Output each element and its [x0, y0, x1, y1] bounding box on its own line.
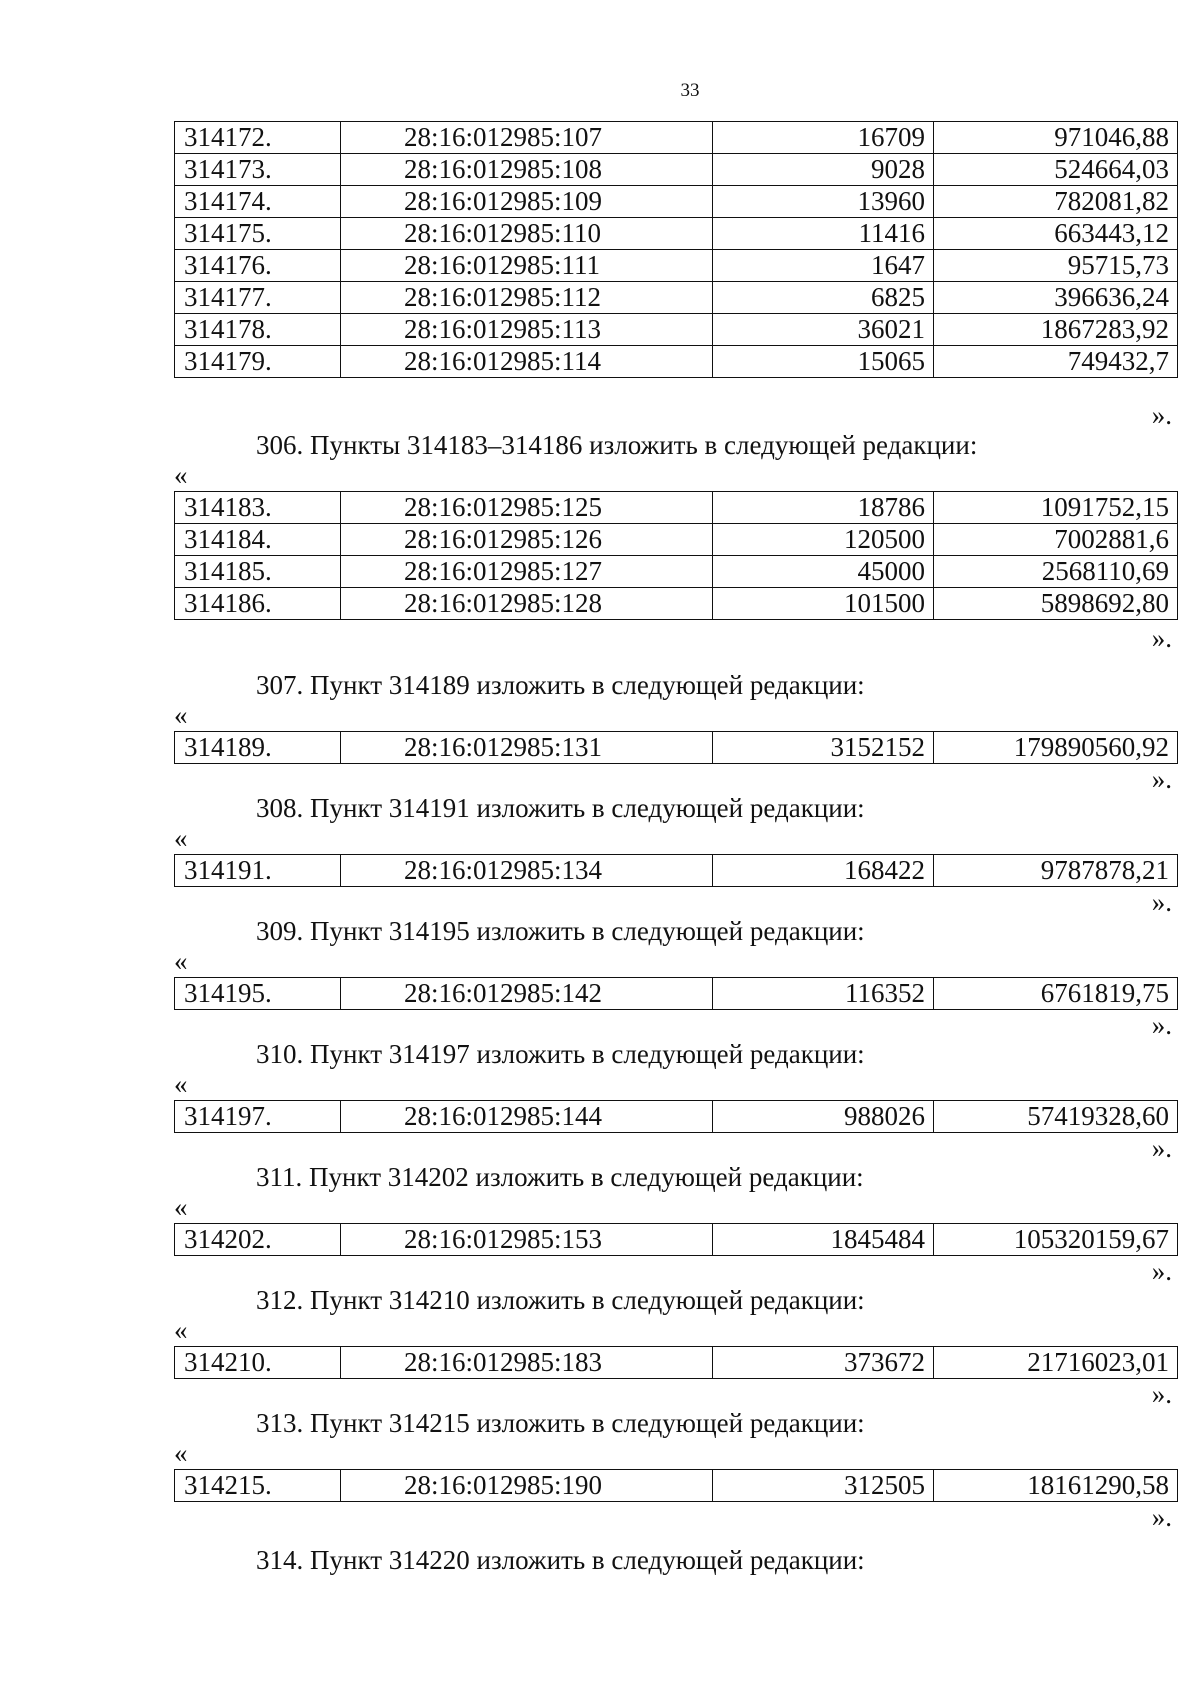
close-quote: ».	[1151, 400, 1172, 430]
value-cell: 57419328,60	[934, 1101, 1178, 1133]
section-number: 307.	[256, 670, 304, 700]
table-row	[175, 122, 1178, 154]
item-number-cell: 314191.	[175, 855, 341, 887]
open-quote: «	[174, 1438, 188, 1468]
open-quote: «	[174, 1315, 188, 1345]
value-cell: 524664,03	[934, 154, 1178, 186]
value-cell: 105320159,67	[934, 1224, 1178, 1256]
item-number-cell: 314215.	[175, 1470, 341, 1502]
table-row	[175, 186, 1178, 218]
item-number-cell: 314175.	[175, 218, 341, 250]
open-quote: «	[174, 823, 188, 853]
close-quote: ».	[1151, 1133, 1172, 1163]
data-table	[174, 1346, 1178, 1379]
value-cell: 971046,88	[934, 122, 1178, 154]
value-cell: 2568110,69	[934, 556, 1178, 588]
area-cell: 101500	[713, 588, 934, 620]
data-table	[174, 1100, 1178, 1133]
data-table	[174, 854, 1178, 887]
section-heading	[174, 1408, 865, 1438]
section-number: 306.	[256, 430, 304, 460]
page-number: 33	[680, 80, 700, 101]
close-quote: ».	[1151, 1379, 1172, 1409]
cadastral-number-cell: 28:16:012985:144	[341, 1101, 713, 1133]
cadastral-number-cell: 28:16:012985:142	[341, 978, 713, 1010]
item-number-cell: 314172.	[175, 122, 341, 154]
item-number-cell: 314189.	[175, 732, 341, 764]
item-number-cell: 314177.	[175, 282, 341, 314]
section-number: 314.	[256, 1545, 304, 1575]
table-row	[175, 154, 1178, 186]
open-quote: «	[174, 946, 188, 976]
section-text: Пункт 314210 изложить в следующей редакции:	[310, 1285, 865, 1315]
cadastral-number-cell: 28:16:012985:110	[341, 218, 713, 250]
table-row	[175, 732, 1178, 764]
section-text: Пункт 314220 изложить в следующей редакции:	[310, 1545, 865, 1575]
section-heading	[174, 916, 865, 946]
cadastral-number-cell: 28:16:012985:190	[341, 1470, 713, 1502]
data-table	[174, 121, 1178, 378]
section-heading	[174, 670, 865, 700]
area-cell: 45000	[713, 556, 934, 588]
section-number: 309.	[256, 916, 304, 946]
value-cell: 6761819,75	[934, 978, 1178, 1010]
section-heading	[174, 793, 865, 823]
area-cell: 373672	[713, 1347, 934, 1379]
section-number: 312.	[256, 1285, 304, 1315]
value-cell: 18161290,58	[934, 1470, 1178, 1502]
close-quote: ».	[1151, 1010, 1172, 1040]
cadastral-number-cell: 28:16:012985:126	[341, 524, 713, 556]
item-number-cell: 314185.	[175, 556, 341, 588]
area-cell: 1647	[713, 250, 934, 282]
open-quote: «	[174, 1069, 188, 1099]
table-row	[175, 314, 1178, 346]
data-table	[174, 1223, 1178, 1256]
section-text: Пункт 314197 изложить в следующей редакции:	[310, 1039, 865, 1069]
section-number: 310.	[256, 1039, 304, 1069]
area-cell: 988026	[713, 1101, 934, 1133]
value-cell: 396636,24	[934, 282, 1178, 314]
item-number-cell: 314186.	[175, 588, 341, 620]
close-quote: ».	[1151, 1502, 1172, 1532]
value-cell: 7002881,6	[934, 524, 1178, 556]
value-cell: 1867283,92	[934, 314, 1178, 346]
close-quote: ».	[1151, 1256, 1172, 1286]
area-cell: 6825	[713, 282, 934, 314]
item-number-cell: 314210.	[175, 1347, 341, 1379]
area-cell: 11416	[713, 218, 934, 250]
area-cell: 36021	[713, 314, 934, 346]
area-cell: 16709	[713, 122, 934, 154]
section-heading	[174, 430, 977, 460]
data-table	[174, 977, 1178, 1010]
open-quote: «	[174, 1192, 188, 1222]
area-cell: 168422	[713, 855, 934, 887]
table-row	[175, 282, 1178, 314]
table-row	[175, 218, 1178, 250]
area-cell: 1845484	[713, 1224, 934, 1256]
cadastral-number-cell: 28:16:012985:112	[341, 282, 713, 314]
value-cell: 95715,73	[934, 250, 1178, 282]
data-table	[174, 491, 1178, 620]
cadastral-number-cell: 28:16:012985:108	[341, 154, 713, 186]
table-row	[175, 492, 1178, 524]
cadastral-number-cell: 28:16:012985:109	[341, 186, 713, 218]
section-number: 308.	[256, 793, 304, 823]
value-cell: 21716023,01	[934, 1347, 1178, 1379]
area-cell: 9028	[713, 154, 934, 186]
section-heading	[174, 1545, 865, 1575]
area-cell: 3152152	[713, 732, 934, 764]
cadastral-number-cell: 28:16:012985:114	[341, 346, 713, 378]
area-cell: 116352	[713, 978, 934, 1010]
value-cell: 9787878,21	[934, 855, 1178, 887]
value-cell: 1091752,15	[934, 492, 1178, 524]
section-text: Пункт 314195 изложить в следующей редакции:	[310, 916, 865, 946]
item-number-cell: 314173.	[175, 154, 341, 186]
table-row	[175, 588, 1178, 620]
item-number-cell: 314176.	[175, 250, 341, 282]
value-cell: 782081,82	[934, 186, 1178, 218]
close-quote: ».	[1151, 764, 1172, 794]
area-cell: 120500	[713, 524, 934, 556]
item-number-cell: 314195.	[175, 978, 341, 1010]
cadastral-number-cell: 28:16:012985:134	[341, 855, 713, 887]
section-heading	[174, 1039, 865, 1069]
cadastral-number-cell: 28:16:012985:153	[341, 1224, 713, 1256]
item-number-cell: 314183.	[175, 492, 341, 524]
value-cell: 663443,12	[934, 218, 1178, 250]
table-row	[175, 855, 1178, 887]
cadastral-number-cell: 28:16:012985:113	[341, 314, 713, 346]
table-row	[175, 524, 1178, 556]
close-quote: ».	[1151, 887, 1172, 917]
cadastral-number-cell: 28:16:012985:128	[341, 588, 713, 620]
item-number-cell: 314197.	[175, 1101, 341, 1133]
table-row	[175, 1347, 1178, 1379]
open-quote: «	[174, 460, 188, 490]
area-cell: 15065	[713, 346, 934, 378]
close-quote: ».	[1151, 623, 1172, 653]
table-row	[175, 978, 1178, 1010]
section-number: 313.	[256, 1408, 304, 1438]
cadastral-number-cell: 28:16:012985:125	[341, 492, 713, 524]
section-text: Пункт 314189 изложить в следующей редакции:	[310, 670, 865, 700]
item-number-cell: 314179.	[175, 346, 341, 378]
table-row	[175, 346, 1178, 378]
section-heading	[174, 1285, 865, 1315]
table-row	[175, 250, 1178, 282]
section-text: Пункты 314183–314186 изложить в следующей редакции:	[310, 430, 978, 460]
cadastral-number-cell: 28:16:012985:107	[341, 122, 713, 154]
table-row	[175, 1224, 1178, 1256]
area-cell: 18786	[713, 492, 934, 524]
value-cell: 5898692,80	[934, 588, 1178, 620]
table-row	[175, 1101, 1178, 1133]
section-text: Пункт 314191 изложить в следующей редакции:	[310, 793, 865, 823]
section-text: Пункт 314202 изложить в следующей редакции:	[309, 1162, 864, 1192]
area-cell: 312505	[713, 1470, 934, 1502]
table-row	[175, 556, 1178, 588]
data-table	[174, 731, 1178, 764]
cadastral-number-cell: 28:16:012985:111	[341, 250, 713, 282]
section-number: 311.	[256, 1162, 303, 1192]
area-cell: 13960	[713, 186, 934, 218]
open-quote: «	[174, 700, 188, 730]
item-number-cell: 314202.	[175, 1224, 341, 1256]
table-row	[175, 1470, 1178, 1502]
data-table	[174, 1469, 1178, 1502]
item-number-cell: 314174.	[175, 186, 341, 218]
section-text: Пункт 314215 изложить в следующей редакции:	[310, 1408, 865, 1438]
section-heading	[174, 1162, 864, 1192]
item-number-cell: 314184.	[175, 524, 341, 556]
cadastral-number-cell: 28:16:012985:131	[341, 732, 713, 764]
cadastral-number-cell: 28:16:012985:183	[341, 1347, 713, 1379]
item-number-cell: 314178.	[175, 314, 341, 346]
cadastral-number-cell: 28:16:012985:127	[341, 556, 713, 588]
value-cell: 749432,7	[934, 346, 1178, 378]
value-cell: 179890560,92	[934, 732, 1178, 764]
